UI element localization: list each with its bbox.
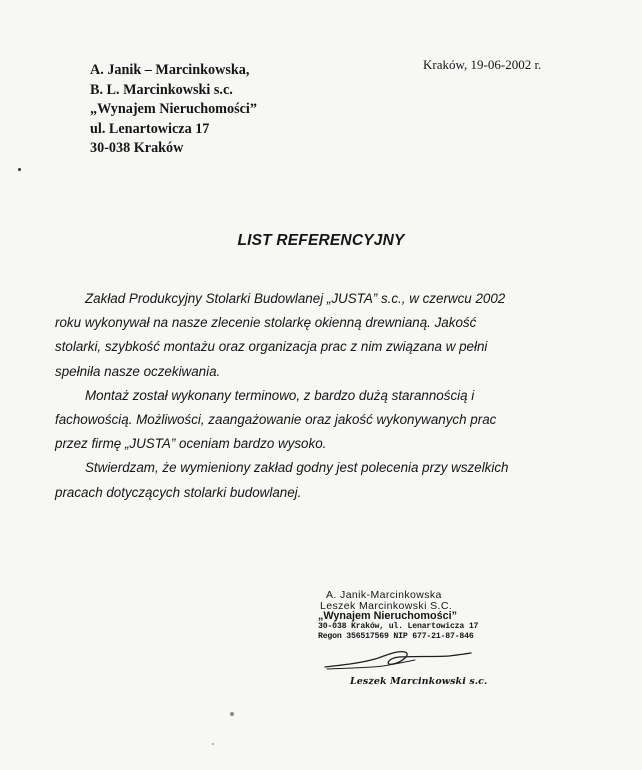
stamp-line: Leszek Marcinkowski S.C. xyxy=(320,599,453,612)
body-line: spełniła nasze oczekiwania. xyxy=(55,363,221,379)
body-line: Zakład Produkcyjny Stolarki Budowlanej „JUSTA” s.c., w czerwcu 2002 xyxy=(85,291,506,306)
body-line: fachowością. Możliwości, zaangażowanie oraz jakość wykonywanych prac xyxy=(55,412,497,428)
signature-name: Leszek Marcinkowski s.c. xyxy=(350,676,488,687)
letter-date: Kraków, 19-06-2002 r. xyxy=(423,57,542,72)
body-line: stolarki, szybkość montażu oraz organizacja prac z nim związana w pełni xyxy=(55,339,488,355)
body-line: pracach dotyczących stolarki budowlanej. xyxy=(55,484,302,500)
stamp-line: 30-038 Kraków, ul. Lenartowicza 17 xyxy=(318,621,479,631)
letter-title: LIST REFERENCYJNY xyxy=(237,232,405,249)
body-paragraph xyxy=(55,384,595,457)
stamp-line: „Wynajem Nieruchomości” xyxy=(318,610,457,623)
sender-line: „Wynajem Nieruchomości” xyxy=(90,101,257,117)
body-line: Stwierdzam, że wymieniony zakład godny jest polecenia przy wszelkich xyxy=(85,460,509,476)
body-paragraph xyxy=(55,456,595,504)
scan-speck xyxy=(212,743,214,745)
scan-speck xyxy=(230,712,234,716)
letter-body xyxy=(55,287,595,505)
sender-line: B. L. Marcinkowski s.c. xyxy=(90,81,233,98)
sender-line: A. Janik – Marcinkowska, xyxy=(90,62,250,78)
company-stamp xyxy=(318,590,488,643)
body-line: roku wykonywał na nasze zlecenie stolarkę okienną drewnianą. Jakość xyxy=(55,315,477,331)
body-line: Montaż został wykonany terminowo, z bardzo dużą starannością i xyxy=(85,387,475,403)
stamp-line: Regon 356517569 NIP 677-21-87-846 xyxy=(318,632,474,642)
body-paragraph xyxy=(55,287,595,384)
sender-line: 30-038 Kraków xyxy=(90,140,184,156)
scan-speck xyxy=(18,168,21,171)
body-line: przez firmę „JUSTA” oceniam bardzo wysoko. xyxy=(55,436,327,452)
stamp-line: A. Janik-Marcinkowska xyxy=(326,589,442,601)
sender-line: ul. Lenartowicza 17 xyxy=(90,120,210,137)
sender-address xyxy=(90,61,257,159)
